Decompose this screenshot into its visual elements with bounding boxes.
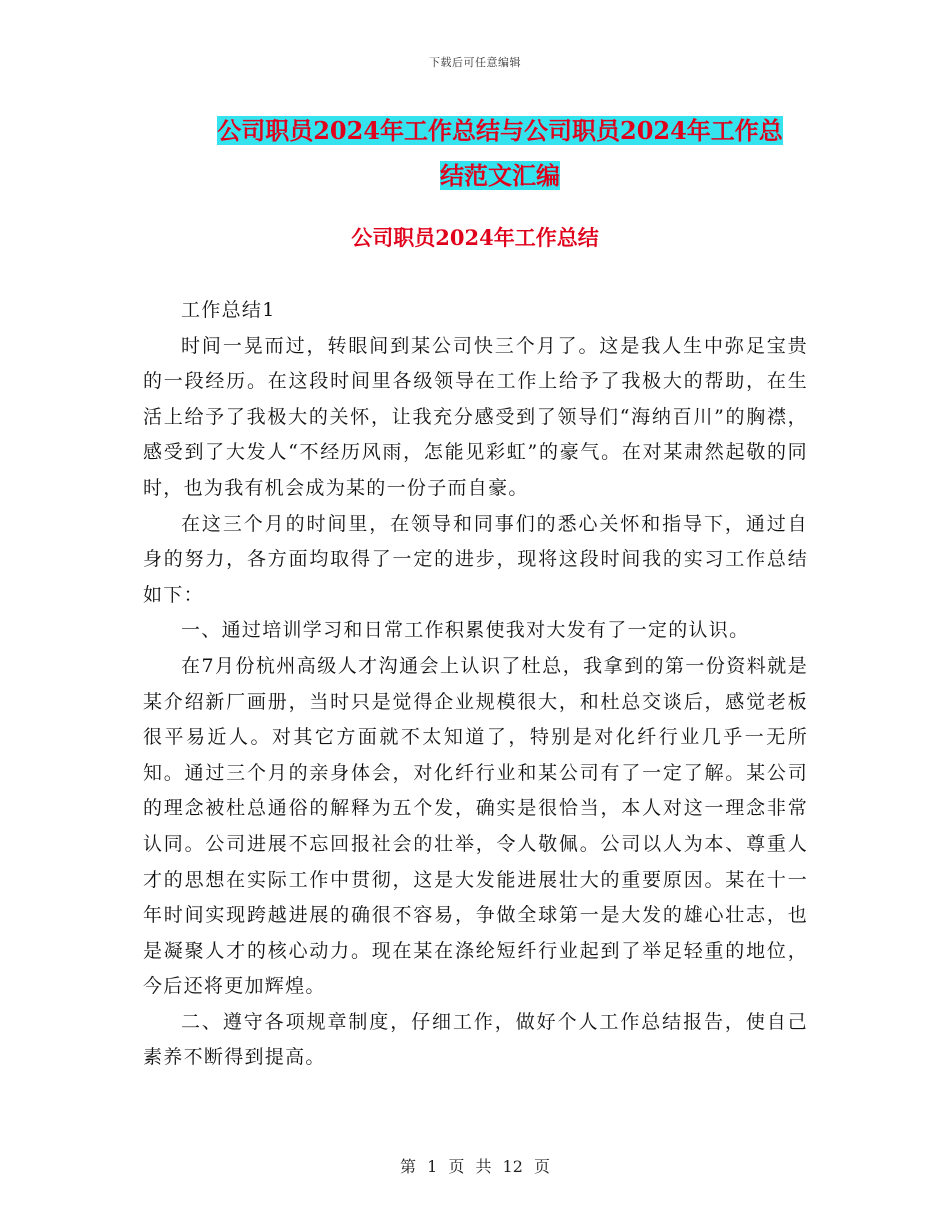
page-number: 第 1 页 共 12 页 <box>400 1157 550 1176</box>
document-title-line1: 公司职员2024年工作总结与公司职员2024年工作总 <box>217 116 783 145</box>
paragraph-heading: 工作总结1 <box>181 299 276 321</box>
header-note: 下载后可任意编辑 <box>429 56 521 69</box>
document-title-line2: 结范文汇编 <box>440 161 560 190</box>
paragraph: 在7月份杭州高级人才沟通会上认识了杜总，我拿到的第一份资料就是某介绍新厂画册，当时只是觉得企业规模很大，和杜总交谈后，感觉老板很平易近人。对其它方面就不太知道了，特别是对化纤行业几乎一无所知。通过三个月的亲身体会，对化纤行业和某公司有了一定了解。某公司的理念被杜总通俗的解释为五个发，确实是很恰当，本人对这一理念非常认同。公司进展不忘回报社会的壮举，令人敬佩。公司以人为本、尊重人才的思想在实际工作中贯彻，这是大发能进展壮大的重要原因。某在十一年时间实现跨越进展的确很不容易，争做全球第一是大发的雄心壮志，也是凝聚人才的核心动力。现在某在涤纶短纤行业起到了举足轻重的地位，今后还将更加辉煌。 <box>143 654 808 998</box>
document-title <box>140 108 860 198</box>
paragraph: 时间一晃而过，转眼间到某公司快三个月了。这是我人生中弥足宝贵的一段经历。在这段时间里各级领导在工作上给予了我极大的帮助，在生活上给予了我极大的关怀，让我充分感受到了领导们“海纳百川”的胸襟，感受到了大发人“不经历风雨，怎能见彩虹”的豪气。在对某肃然起敬的同时，也为我有机会成为某的一份子而自豪。 <box>143 334 808 499</box>
body-text <box>143 293 808 1076</box>
paragraph: 在这三个月的时间里，在领导和同事们的悉心关怀和指导下，通过自身的努力，各方面均取得了一定的进步，现将这段时间我的实习工作总结如下： <box>143 512 808 606</box>
paragraph: 一、通过培训学习和日常工作积累使我对大发有了一定的认识。 <box>181 619 750 642</box>
paragraph: 二、遵守各项规章制度，仔细工作，做好个人工作总结报告，使自己素养不断得到提高。 <box>143 1010 808 1069</box>
section-title: 公司职员2024年工作总结 <box>351 225 599 250</box>
